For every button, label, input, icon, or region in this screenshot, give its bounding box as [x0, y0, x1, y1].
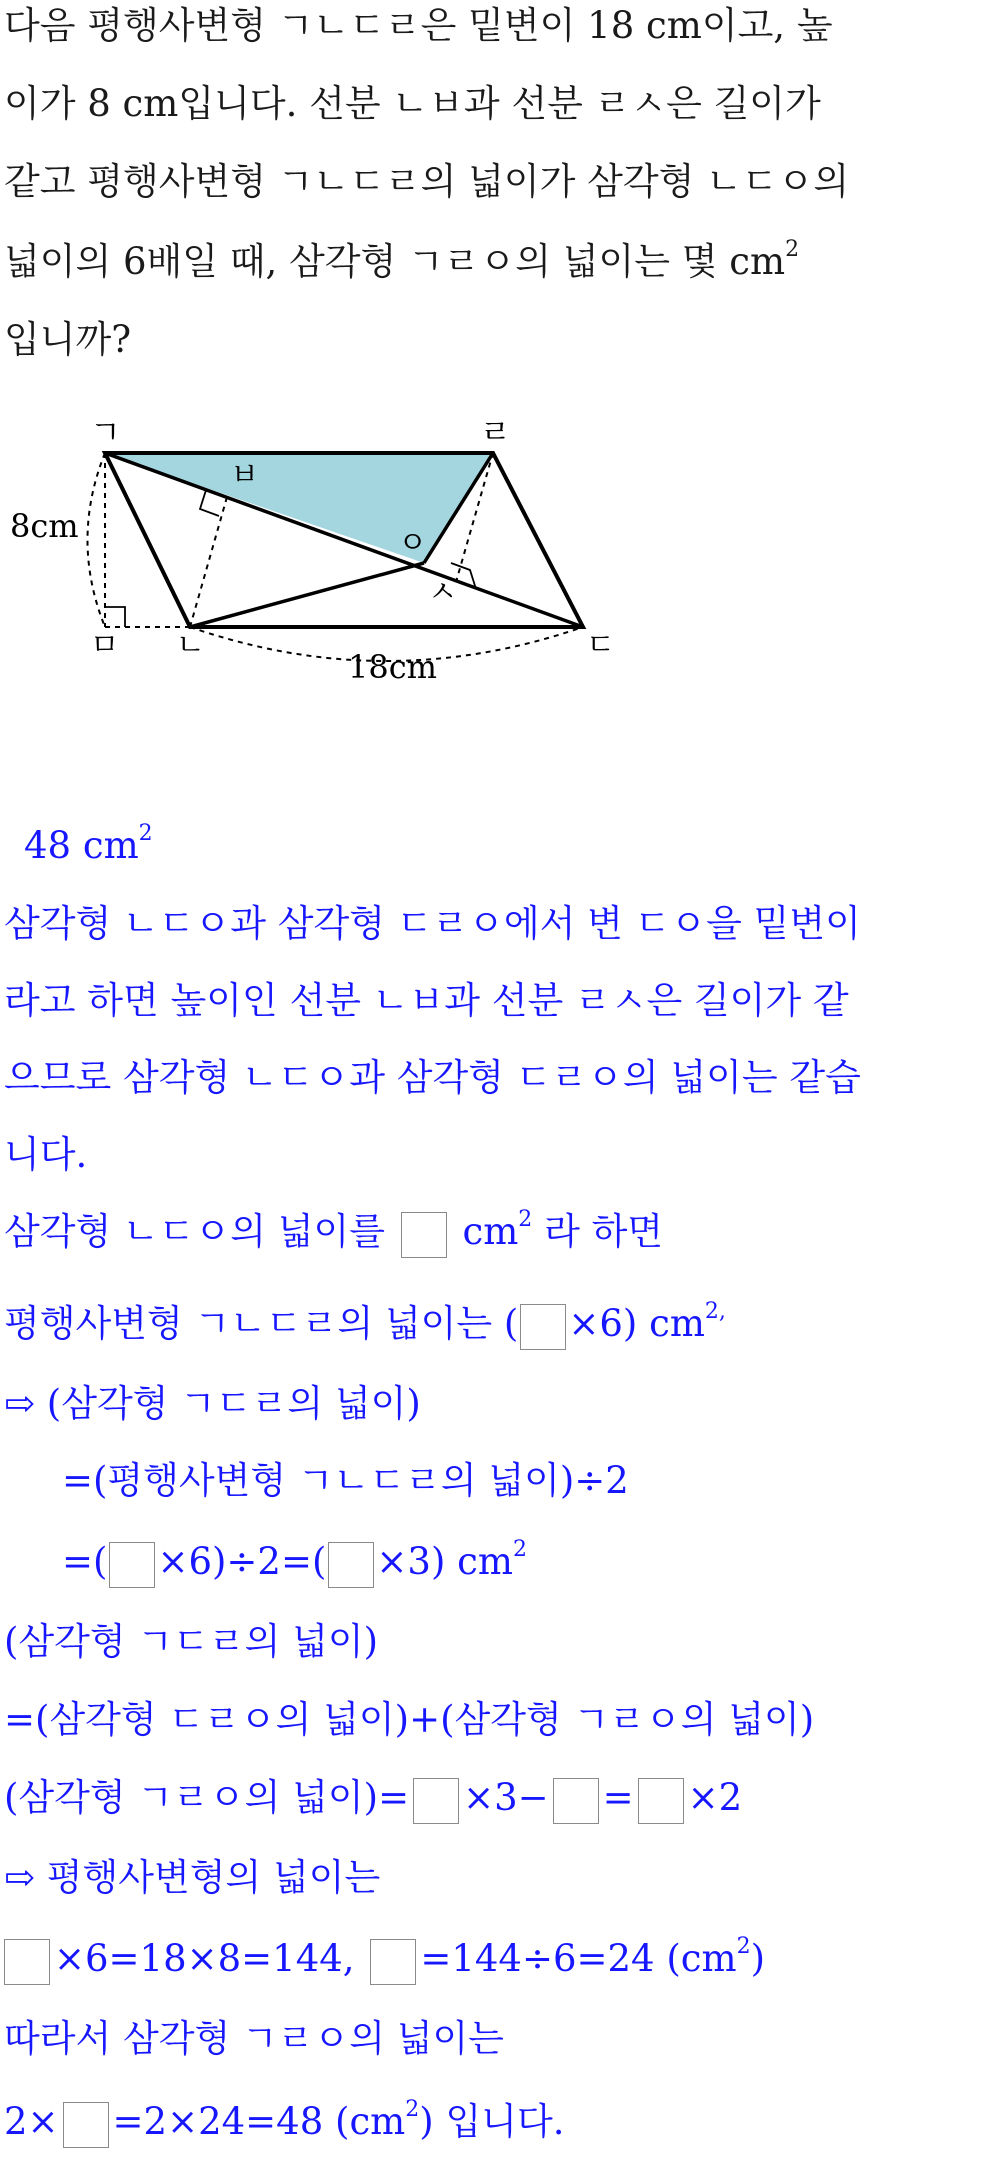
label-m: ㅁ [90, 628, 119, 663]
line12-text-b: ×3− [463, 1776, 549, 1819]
line5-text-b: cm [462, 1210, 519, 1253]
explanation-line-12 [4, 1774, 742, 1822]
line8-text: =(평행사변형 ㄱㄴㄷㄹ의 넓이)÷2 [62, 1459, 629, 1502]
explanation-line-3: 으므로 삼각형 ㄴㄷㅇ과 삼각형 ㄷㄹㅇ의 넓이는 같습 [4, 1056, 861, 1099]
label-base: 18cm [348, 648, 437, 686]
line9-text-a: =( [62, 1540, 108, 1583]
line9-text-b: ×6)÷2=( [157, 1540, 327, 1583]
answer-value [24, 822, 153, 870]
explanation-line-16 [4, 2098, 564, 2146]
blank-box [520, 1304, 566, 1350]
explanation-line-6 [4, 1300, 726, 1348]
blank-box [370, 1939, 416, 1985]
question-line-1: 다음 평행사변형 ㄱㄴㄷㄹ은 밑변이 18 cm이고, 높 [4, 4, 833, 47]
height-dimension-arc [88, 453, 106, 627]
explanation-line-15: 따라서 삼각형 ㄱㄹㅇ의 넓이는 [4, 2017, 504, 2060]
line16-text-c: ) 입니다. [419, 2100, 565, 2143]
line12-text-d: ×2 [687, 1776, 743, 1819]
line9-sup: 2 [512, 1537, 527, 1562]
explanation-line-2: 라고 하면 높이인 선분 ㄴㅂ과 선분 ㄹㅅ은 길이가 같 [4, 979, 849, 1022]
line6-text-a: 평행사변형 ㄱㄴㄷㄹ의 넓이는 ( [4, 1302, 519, 1345]
line6-text-b: ×6) cm [568, 1302, 705, 1345]
answer-value-text: 48 cm [24, 824, 139, 867]
line6-sup: 2, [704, 1299, 726, 1324]
line14-text-c: ) [750, 1937, 766, 1980]
blank-box [638, 1778, 684, 1824]
explanation-line-13: ⇨ 평행사변형의 넓이는 [4, 1856, 381, 1899]
blank-box [413, 1778, 459, 1824]
line14-text-b: =144÷6=24 (cm [420, 1937, 737, 1980]
label-g: ㄱ [90, 413, 121, 451]
blank-box [401, 1212, 447, 1258]
unit-superscript: 2 [785, 237, 800, 262]
line5-text-c: 라 하면 [544, 1210, 664, 1253]
question-line-5: 입니까? [4, 318, 132, 361]
line5-text-a: 삼각형 ㄴㄷㅇ의 넓이를 [4, 1210, 385, 1253]
question-line-4-text: 넓이의 6배일 때, 삼각형 ㄱㄹㅇ의 넓이는 몇 cm [4, 240, 786, 283]
line5-sup: 2 [518, 1207, 533, 1232]
line16-text-b: =2×24=48 (cm [112, 2100, 406, 2143]
line16-text-a: 2× [4, 2100, 59, 2143]
explanation-line-1: 삼각형 ㄴㄷㅇ과 삼각형 ㄷㄹㅇ에서 변 ㄷㅇ을 밑변이 [4, 902, 861, 945]
explanation-line-9 [4, 1538, 527, 1586]
line16-sup: 2 [405, 2097, 420, 2122]
explanation-line-4: 니다. [4, 1133, 88, 1176]
line14-text-a: ×6=18×8=144, [54, 1937, 355, 1980]
label-b: ㅂ [230, 458, 259, 493]
label-l: ㄹ [480, 413, 511, 451]
right-angle-mark-m [105, 607, 125, 627]
blank-box [553, 1778, 599, 1824]
explanation-line-11: =(삼각형 ㄷㄹㅇ의 넓이)+(삼각형 ㄱㄹㅇ의 넓이) [4, 1698, 815, 1741]
label-o: ㅇ [398, 526, 427, 561]
answer-value-sup: 2 [138, 821, 153, 846]
blank-box [63, 2102, 109, 2148]
question-line-2: 이가 8 cm입니다. 선분 ㄴㅂ과 선분 ㄹㅅ은 길이가 [4, 82, 821, 125]
explanation-line-8 [4, 1457, 629, 1505]
dashed-n-b [190, 497, 227, 627]
label-height: 8cm [10, 507, 79, 545]
blank-box [4, 1939, 50, 1985]
blank-box [109, 1542, 155, 1588]
label-n: ㄴ [176, 628, 205, 663]
line12-text-a: (삼각형 ㄱㄹㅇ의 넓이)= [4, 1776, 410, 1819]
label-s: ㅅ [428, 575, 457, 610]
label-d: ㄷ [586, 628, 615, 663]
explanation-line-5 [4, 1208, 663, 1256]
line12-text-c: = [602, 1776, 634, 1819]
line9-text-c: ×3) cm [376, 1540, 513, 1583]
explanation-line-14 [4, 1935, 765, 1983]
segment-n-o [190, 563, 424, 627]
parallelogram-diagram [0, 405, 640, 705]
question-line-3: 같고 평행사변형 ㄱㄴㄷㄹ의 넓이가 삼각형 ㄴㄷㅇ의 [4, 160, 850, 203]
line14-sup: 2 [736, 1934, 751, 1959]
explanation-line-7: ⇨ (삼각형 ㄱㄷㄹ의 넓이) [4, 1382, 421, 1425]
question-line-4 [4, 238, 799, 286]
blank-box [328, 1542, 374, 1588]
explanation-line-10: (삼각형 ㄱㄷㄹ의 넓이) [4, 1620, 379, 1663]
